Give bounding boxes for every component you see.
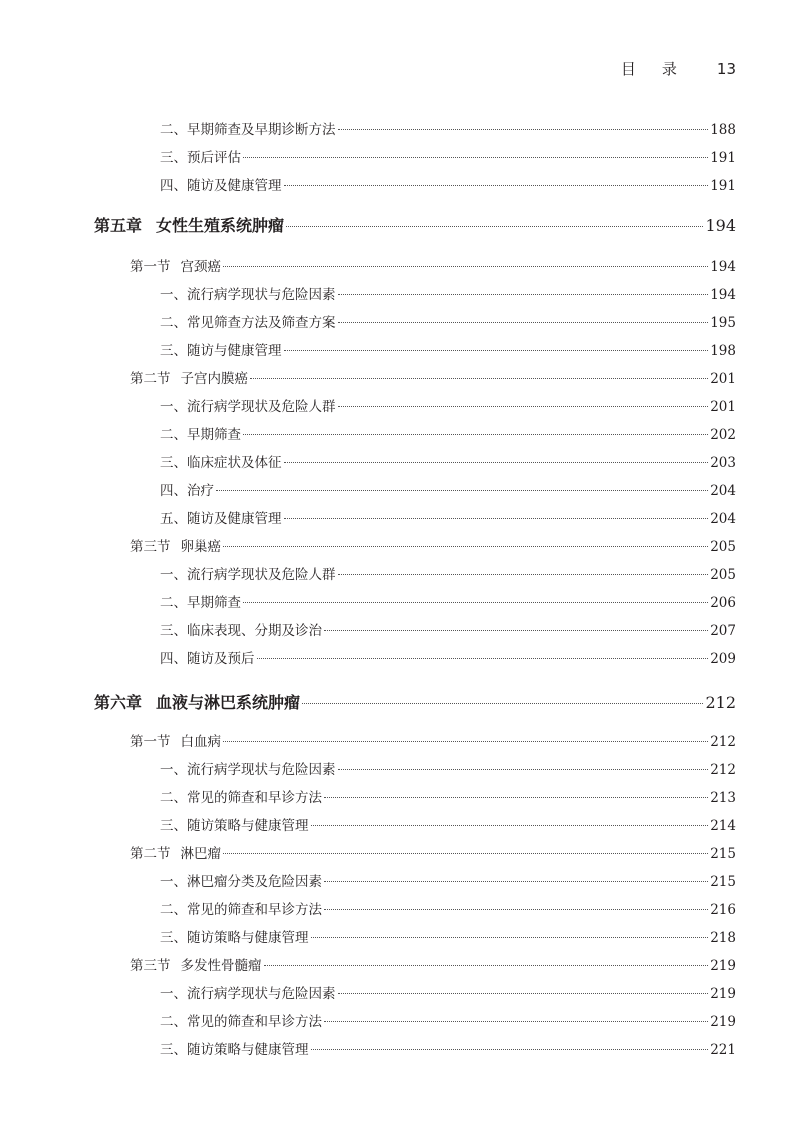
dot-leader — [338, 129, 709, 130]
dot-leader — [223, 546, 708, 547]
header-page-number: 13 — [716, 60, 736, 78]
toc-page-number: 218 — [710, 930, 736, 946]
toc-page-number: 215 — [710, 846, 736, 862]
toc-entry-text: 二、常见的筛查和早诊方法 — [160, 902, 322, 918]
toc-page-number: 188 — [710, 122, 736, 138]
toc-page-number: 201 — [710, 371, 736, 387]
dot-leader — [257, 658, 709, 659]
toc-page-number: 201 — [710, 399, 736, 415]
toc-entry-text: 二、常见的筛查和早诊方法 — [160, 790, 322, 806]
toc-entry-title — [160, 1038, 309, 1058]
toc-entry-text: 多发性骨髓瘤 — [180, 958, 262, 974]
toc-item-entry — [160, 311, 736, 331]
toc-entry-text: 四、随访及健康管理 — [160, 178, 282, 194]
dot-leader — [338, 322, 709, 323]
header-title: 目录 — [620, 60, 703, 78]
toc-entry-title — [130, 367, 248, 387]
toc-entry-text: 四、随访及预后 — [160, 651, 255, 667]
toc-page-number: 219 — [710, 958, 736, 974]
toc-entry-text: 三、预后评估 — [160, 150, 241, 166]
toc-item-entry — [160, 814, 736, 834]
toc-entry-text: 宫颈癌 — [180, 259, 221, 275]
toc-page-number: 213 — [710, 790, 736, 806]
toc-entry-title — [160, 479, 214, 499]
toc-entry-title — [160, 563, 336, 583]
toc-entry-title — [160, 814, 309, 834]
toc-entry-title — [160, 786, 322, 806]
dot-leader — [338, 294, 709, 295]
dot-leader — [250, 378, 708, 379]
toc-page-number: 206 — [710, 595, 736, 611]
toc-entry-text: 五、随访及健康管理 — [160, 511, 282, 527]
toc-entry-title — [160, 146, 241, 166]
toc-page-number: 194 — [705, 216, 736, 235]
toc-entry-text: 一、流行病学现状与危险因素 — [160, 287, 336, 303]
toc-chapter-entry — [94, 213, 736, 236]
dot-leader — [223, 853, 708, 854]
toc-item-entry — [160, 451, 736, 471]
toc-item-entry — [160, 283, 736, 303]
toc-page-number: 191 — [710, 150, 736, 166]
toc-entry-number: 第六章 — [94, 693, 143, 712]
toc-entry-text: 二、早期筛查 — [160, 427, 241, 443]
toc-entry-title — [160, 395, 336, 415]
toc-entry-title — [160, 451, 282, 471]
toc-entry-title — [130, 535, 221, 555]
toc-entry-title — [160, 647, 255, 667]
toc-entry-title — [94, 213, 284, 236]
toc-item-entry — [160, 118, 736, 138]
toc-page-number: 216 — [710, 902, 736, 918]
toc-page-number: 204 — [710, 511, 736, 527]
toc-entry-text: 血液与淋巴系统肿瘤 — [156, 693, 301, 712]
toc-entry-text: 一、流行病学现状与危险因素 — [160, 762, 336, 778]
toc-entry-title — [160, 591, 241, 611]
toc-entry-number: 第一节 — [130, 259, 171, 275]
toc-entry-title — [130, 730, 221, 750]
dot-leader — [324, 909, 708, 910]
toc-entry-text: 淋巴瘤 — [180, 846, 221, 862]
toc-item-entry — [160, 146, 736, 166]
toc-item-entry — [160, 479, 736, 499]
dot-leader — [338, 406, 709, 407]
dot-leader — [284, 462, 709, 463]
toc-item-entry — [160, 898, 736, 918]
toc-section-entry — [130, 842, 736, 862]
toc-entry-text: 二、早期筛查及早期诊断方法 — [160, 122, 336, 138]
toc-entry-text: 三、随访策略与健康管理 — [160, 930, 309, 946]
toc-entry-text: 二、早期筛查 — [160, 595, 241, 611]
toc-entry-text: 白血病 — [180, 734, 221, 750]
toc-page-number: 194 — [710, 259, 736, 275]
toc-item-entry — [160, 786, 736, 806]
dot-leader — [243, 434, 708, 435]
toc-entry-title — [160, 311, 336, 331]
toc-entry-title — [160, 507, 282, 527]
toc-entry-title — [160, 1010, 322, 1030]
dot-leader — [243, 157, 708, 158]
toc-entry-text: 三、临床症状及体征 — [160, 455, 282, 471]
toc-section-entry — [130, 730, 736, 750]
toc-entry-title — [160, 118, 336, 138]
toc-entry-number: 第五章 — [94, 216, 143, 235]
toc-item-entry — [160, 870, 736, 890]
toc-page-number: 214 — [710, 818, 736, 834]
toc-entry-title — [160, 898, 322, 918]
toc-entry-title — [130, 842, 221, 862]
toc-entry-title — [130, 255, 221, 275]
toc-page-number: 198 — [710, 343, 736, 359]
dot-leader — [311, 1049, 709, 1050]
toc-section-entry — [130, 954, 736, 974]
toc-page-number: 221 — [710, 1042, 736, 1058]
toc-page-number: 212 — [705, 693, 736, 712]
toc-page-number: 219 — [710, 1014, 736, 1030]
toc-page-number: 202 — [710, 427, 736, 443]
toc-item-entry — [160, 758, 736, 778]
toc-item-entry — [160, 619, 736, 639]
toc-entry-title — [160, 926, 309, 946]
toc-page-number: 191 — [710, 178, 736, 194]
toc-entry-text: 四、治疗 — [160, 483, 214, 499]
toc-section-entry — [130, 255, 736, 275]
dot-leader — [223, 266, 708, 267]
toc-entry-number: 第二节 — [130, 371, 171, 387]
running-header — [621, 58, 736, 79]
dot-leader — [264, 965, 709, 966]
toc-page-number: 207 — [710, 623, 736, 639]
toc-entry-text: 一、淋巴瘤分类及危险因素 — [160, 874, 322, 890]
toc-entry-text: 二、常见的筛查和早诊方法 — [160, 1014, 322, 1030]
toc-item-entry — [160, 591, 736, 611]
toc-entry-title — [160, 870, 322, 890]
toc-entry-text: 一、流行病学现状及危险人群 — [160, 567, 336, 583]
dot-leader — [284, 518, 709, 519]
dot-leader — [284, 185, 709, 186]
toc-item-entry — [160, 982, 736, 1002]
toc-entry-title — [160, 339, 282, 359]
dot-leader — [324, 630, 708, 631]
toc-entry-text: 三、随访与健康管理 — [160, 343, 282, 359]
toc-entry-text: 三、临床表现、分期及诊治 — [160, 623, 322, 639]
toc-entry-text: 子宫内膜癌 — [180, 371, 248, 387]
toc-page-number: 203 — [710, 455, 736, 471]
dot-leader — [338, 993, 709, 994]
toc-entry-title — [160, 423, 241, 443]
toc-page-number: 205 — [710, 539, 736, 555]
toc-page-number: 215 — [710, 874, 736, 890]
dot-leader — [338, 769, 709, 770]
toc-page-number: 212 — [710, 734, 736, 750]
toc-page-number: 204 — [710, 483, 736, 499]
toc-entry-number: 第一节 — [130, 734, 171, 750]
toc-item-entry — [160, 395, 736, 415]
dot-leader — [286, 226, 703, 227]
dot-leader — [216, 490, 708, 491]
toc-entry-title — [130, 954, 262, 974]
dot-leader — [311, 825, 709, 826]
toc-page-number: 209 — [710, 651, 736, 667]
toc-entry-title — [160, 758, 336, 778]
toc-chapter-entry — [94, 690, 736, 713]
toc-item-entry — [160, 647, 736, 667]
toc-item-entry — [160, 423, 736, 443]
toc-entry-text: 一、流行病学现状与危险因素 — [160, 986, 336, 1002]
toc-page-number: 205 — [710, 567, 736, 583]
dot-leader — [324, 1021, 708, 1022]
toc-page-number: 219 — [710, 986, 736, 1002]
dot-leader — [243, 602, 708, 603]
dot-leader — [324, 881, 708, 882]
toc-entry-text: 二、常见筛查方法及筛查方案 — [160, 315, 336, 331]
toc-entry-text: 女性生殖系统肿瘤 — [156, 216, 285, 235]
toc-entry-number: 第三节 — [130, 539, 171, 555]
dot-leader — [223, 741, 708, 742]
toc-item-entry — [160, 563, 736, 583]
dot-leader — [338, 574, 709, 575]
toc-page-number: 194 — [710, 287, 736, 303]
toc-item-entry — [160, 339, 736, 359]
toc-section-entry — [130, 535, 736, 555]
toc-item-entry — [160, 174, 736, 194]
toc-item-entry — [160, 507, 736, 527]
toc-item-entry — [160, 926, 736, 946]
dot-leader — [302, 703, 703, 704]
toc-entry-title — [94, 690, 300, 713]
toc-item-entry — [160, 1010, 736, 1030]
toc-entry-title — [160, 619, 322, 639]
toc-item-entry — [160, 1038, 736, 1058]
toc-entry-number: 第二节 — [130, 846, 171, 862]
toc-section-entry — [130, 367, 736, 387]
toc-entry-title — [160, 982, 336, 1002]
toc-page-number: 195 — [710, 315, 736, 331]
toc-entry-text: 卵巢癌 — [180, 539, 221, 555]
toc-entry-title — [160, 174, 282, 194]
dot-leader — [284, 350, 709, 351]
toc-entry-text: 三、随访策略与健康管理 — [160, 818, 309, 834]
toc-page-number: 212 — [710, 762, 736, 778]
toc-entry-text: 一、流行病学现状及危险人群 — [160, 399, 336, 415]
toc-entry-text: 三、随访策略与健康管理 — [160, 1042, 309, 1058]
dot-leader — [311, 937, 709, 938]
dot-leader — [324, 797, 708, 798]
toc-entry-title — [160, 283, 336, 303]
toc-entry-number: 第三节 — [130, 958, 171, 974]
